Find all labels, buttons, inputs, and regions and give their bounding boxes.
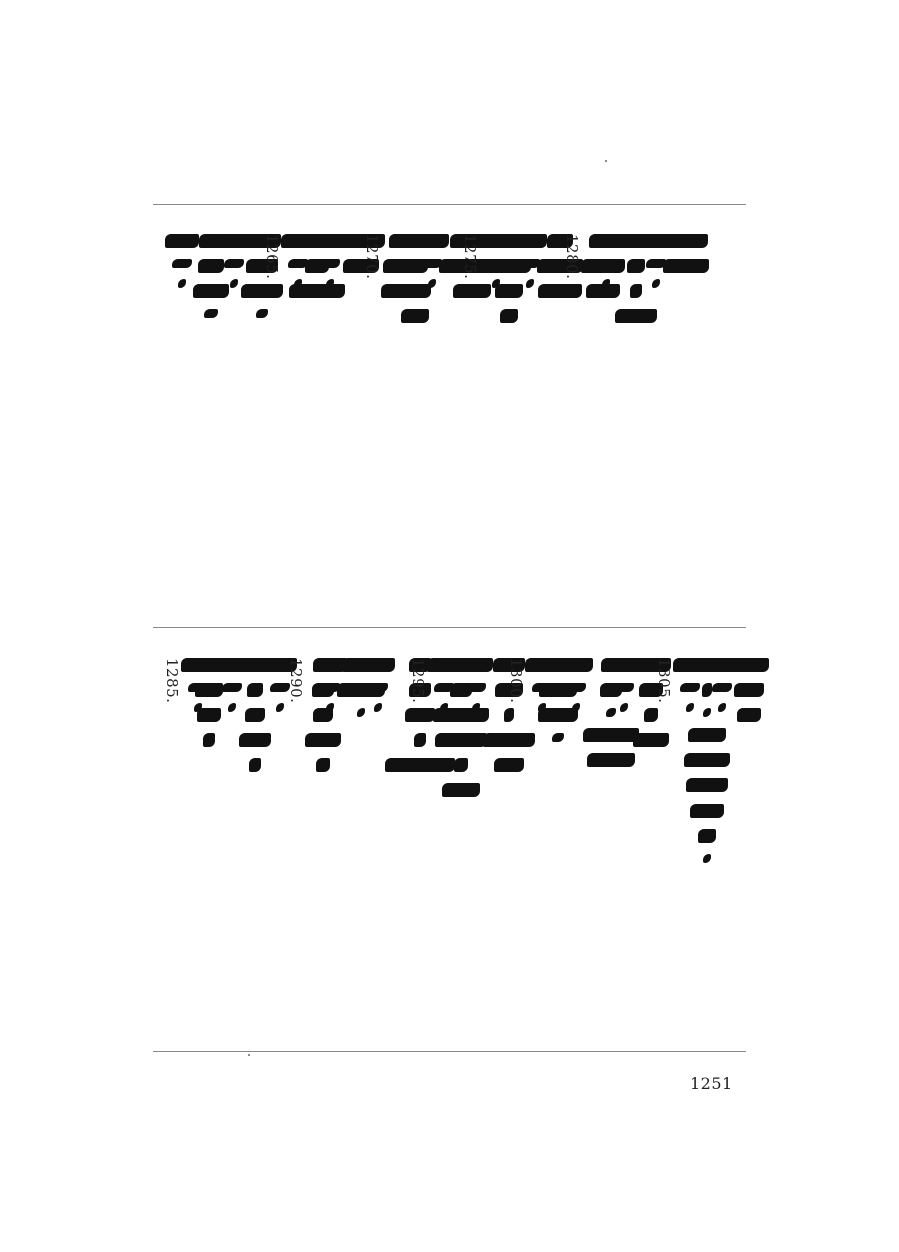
verse-col bbox=[461, 234, 485, 614]
verse-col bbox=[583, 658, 607, 1038]
bottom-panel bbox=[153, 658, 746, 1038]
line-number: 1265. bbox=[263, 234, 281, 280]
verse-col bbox=[559, 658, 583, 1038]
verse-col bbox=[287, 658, 311, 1038]
verse-col bbox=[389, 234, 413, 614]
line-number: 1295. bbox=[409, 658, 427, 704]
verse-col bbox=[361, 658, 385, 1038]
verse-col bbox=[313, 234, 337, 614]
verse-col bbox=[507, 658, 531, 1038]
verse-col bbox=[459, 658, 483, 1038]
line-number: 1285. bbox=[163, 658, 181, 704]
verse-col bbox=[513, 234, 537, 614]
verse-col bbox=[439, 234, 463, 614]
verse-col bbox=[487, 234, 511, 614]
top-panel bbox=[153, 234, 746, 614]
verse-col bbox=[681, 658, 705, 1038]
line-number: 1305. bbox=[655, 658, 673, 704]
line-number: 1290. bbox=[287, 658, 305, 704]
top-rule bbox=[153, 204, 746, 205]
line-number: 1275. bbox=[461, 234, 479, 280]
page-number: 1251 bbox=[690, 1074, 733, 1093]
verse-col bbox=[385, 658, 409, 1038]
verse-col bbox=[483, 658, 507, 1038]
verse-col bbox=[729, 658, 753, 1038]
verse-col bbox=[533, 658, 557, 1038]
verse-col bbox=[409, 658, 433, 1038]
verse-col bbox=[655, 658, 679, 1038]
verse-col bbox=[313, 658, 337, 1038]
verse-col bbox=[337, 234, 361, 614]
verse-col bbox=[241, 234, 265, 614]
speck bbox=[248, 1054, 250, 1056]
verse-col bbox=[537, 234, 561, 614]
verse-col bbox=[433, 658, 457, 1038]
verse-col bbox=[563, 234, 587, 614]
verse-col bbox=[705, 658, 729, 1038]
verse-col bbox=[363, 234, 387, 614]
verse-col bbox=[607, 658, 631, 1038]
line-number: 1280. bbox=[563, 234, 581, 280]
verse-col bbox=[165, 234, 189, 614]
verse-col bbox=[639, 234, 663, 614]
middle-rule bbox=[153, 627, 746, 628]
speck bbox=[605, 160, 607, 162]
verse-col bbox=[631, 658, 655, 1038]
verse-col bbox=[589, 234, 613, 614]
line-number: 1300. bbox=[507, 658, 525, 704]
verse-col bbox=[613, 234, 637, 614]
verse-col bbox=[217, 234, 241, 614]
verse-col bbox=[415, 234, 439, 614]
verse-col bbox=[189, 658, 213, 1038]
verse-col bbox=[263, 234, 287, 614]
verse-col bbox=[663, 234, 687, 614]
verse-col bbox=[289, 234, 313, 614]
verse-col bbox=[239, 658, 263, 1038]
verse-col bbox=[337, 658, 361, 1038]
verse-col bbox=[263, 658, 287, 1038]
verse-col bbox=[163, 658, 187, 1038]
verse-col bbox=[215, 658, 239, 1038]
verse-col bbox=[193, 234, 217, 614]
line-number: 1270. bbox=[363, 234, 381, 280]
bottom-rule bbox=[153, 1051, 746, 1052]
